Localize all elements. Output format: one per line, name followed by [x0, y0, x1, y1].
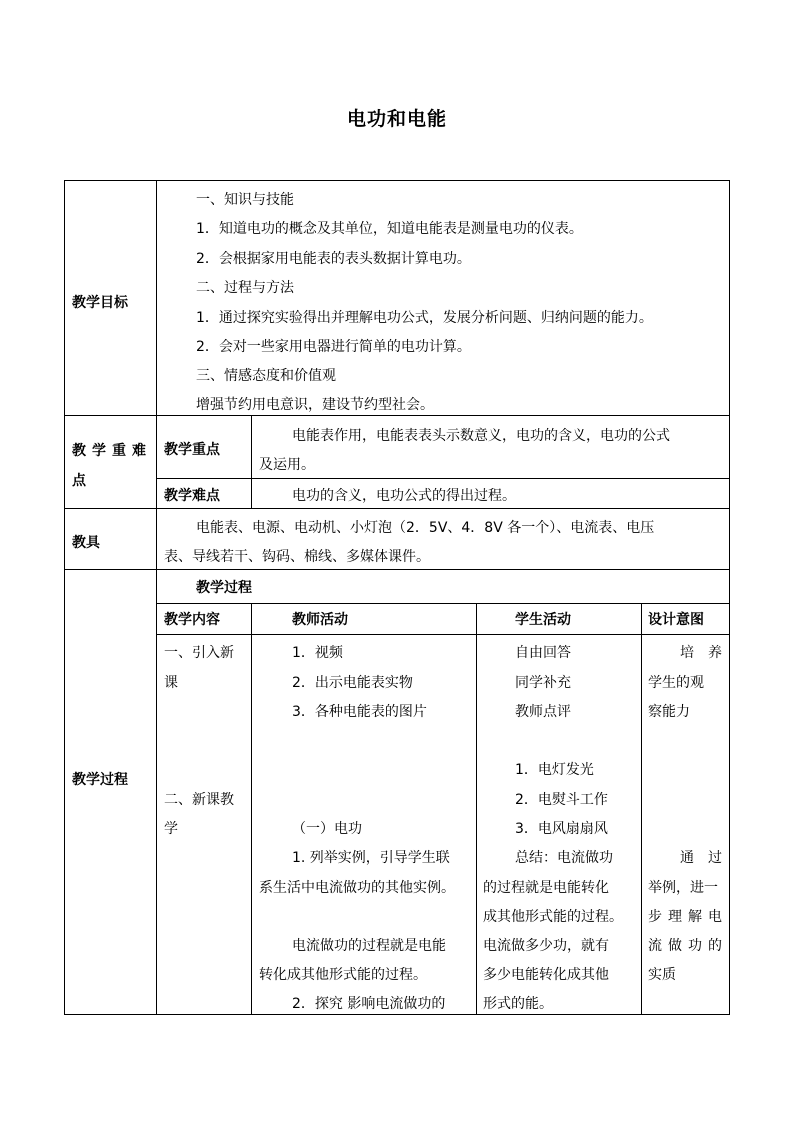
teacher-activity: 2．出示电能表实物: [292, 675, 413, 691]
col-divider: [251, 603, 252, 1015]
student-activity: 的过程就是电能转化: [483, 880, 609, 896]
difficult-point-label: 教学难点: [164, 488, 220, 504]
student-activity: 总结：电流做功: [515, 850, 613, 866]
process-label: 教学过程: [72, 772, 128, 788]
objective-line: 1．知道电功的概念及其单位，知道电能表是测量电功的仪表。: [196, 221, 583, 237]
objective-line: 增强节约用电意识，建设节约型社会。: [196, 397, 434, 413]
document-title: 电功和电能: [346, 108, 447, 130]
column-header-intent: 设计意图: [648, 612, 704, 628]
key-point-text-cont: 及运用。: [259, 457, 315, 473]
teacher-activity: 2．探究 影响电流做功的: [292, 996, 446, 1012]
process-section-header: 教学过程: [196, 580, 252, 596]
key-point-label: 教学重点: [164, 442, 220, 458]
teacher-activity: 1. 列举实例，引导学生联: [292, 850, 450, 866]
teacher-activity: 系生活中电流做功的其他实例。: [259, 880, 455, 896]
student-activity: 教师点评: [515, 704, 571, 720]
teacher-activity: 电流做功的过程就是电能: [292, 938, 446, 954]
intent-line: 学生的观: [648, 675, 704, 691]
tools-label: 教具: [72, 535, 100, 551]
intent-line: 培 养: [680, 645, 722, 661]
column-header-content: 教学内容: [164, 612, 220, 628]
column-header-teacher: 教师活动: [292, 612, 348, 628]
col-divider: [156, 180, 157, 1015]
key-points-label: 教学重难: [72, 443, 152, 459]
intent-line: 步 理 解 电: [648, 909, 722, 925]
row-divider: [64, 415, 730, 416]
objective-line: 2．会根据家用电能表的表头数据计算电功。: [196, 251, 471, 267]
difficult-point-text: 电功的含义，电功公式的得出过程。: [292, 488, 516, 504]
row-divider: [156, 603, 730, 604]
tools-text-cont: 表、导线若干、钩码、棉线、多媒体课件。: [164, 549, 430, 565]
student-activity: 3．电风扇扇风: [515, 821, 608, 837]
objective-line: 二、过程与方法: [196, 280, 294, 296]
content-new: 二、新课教: [164, 792, 234, 808]
content-new-cont: 学: [164, 821, 178, 837]
table-border-right: [729, 180, 730, 1015]
column-header-student: 学生活动: [515, 612, 571, 628]
content-intro-cont: 课: [164, 675, 178, 691]
teacher-activity: 1．视频: [292, 645, 343, 661]
row-divider: [156, 478, 730, 479]
intent-line: 举例，进一: [648, 880, 718, 896]
student-activity: 电流做多少功，就有: [483, 938, 609, 954]
intent-line: 实质: [648, 967, 676, 983]
objective-line: 1．通过探究实验得出并理解电功公式，发展分析问题、归纳问题的能力。: [196, 310, 653, 326]
student-activity: 1．电灯发光: [515, 762, 594, 778]
table-border-bottom: [64, 1014, 730, 1015]
student-activity: 成其他形式能的过程。: [483, 909, 623, 925]
teacher-activity: 转化成其他形式能的过程。: [259, 967, 427, 983]
student-activity: 同学补充: [515, 675, 571, 691]
objective-line: 2．会对一些家用电器进行简单的电功计算。: [196, 339, 471, 355]
intent-line: 通 过: [680, 850, 722, 866]
row-divider: [64, 569, 730, 570]
row-divider: [156, 634, 730, 635]
student-activity: 2．电熨斗工作: [515, 792, 608, 808]
objective-line: 三、情感态度和价值观: [196, 368, 336, 384]
key-point-text: 电能表作用，电能表表头示数意义，电功的含义，电功的公式: [292, 428, 670, 444]
student-activity: 自由回答: [515, 645, 571, 661]
key-points-label-cont: 点: [72, 473, 86, 489]
tools-text: 电能表、电源、电动机、小灯泡（2．5V、4．8V 各一个）、电流表、电压: [196, 520, 655, 536]
col-divider: [251, 415, 252, 509]
table-border-top: [64, 180, 730, 181]
table-border-left: [64, 180, 65, 1015]
col-divider: [641, 603, 642, 1015]
student-activity: 形式的能。: [483, 996, 553, 1012]
objectives-label: 教学目标: [72, 295, 128, 311]
student-activity: 多少电能转化成其他: [483, 967, 609, 983]
teacher-activity: （一）电功: [292, 821, 362, 837]
content-intro: 一、引入新: [164, 645, 234, 661]
teacher-activity: 3．各种电能表的图片: [292, 704, 427, 720]
intent-line: 察能力: [648, 704, 690, 720]
row-divider: [64, 508, 730, 509]
intent-line: 流 做 功 的: [648, 938, 722, 954]
col-divider: [476, 603, 477, 1015]
objective-line: 一、知识与技能: [196, 192, 294, 208]
